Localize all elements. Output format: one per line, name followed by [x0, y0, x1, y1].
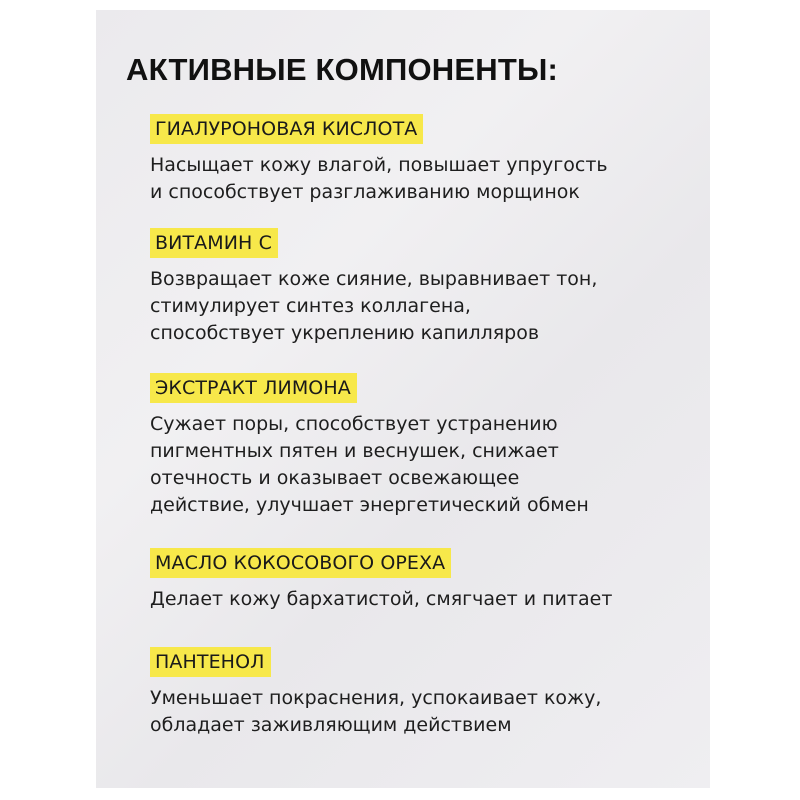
component-description: Уменьшает покраснения, успокаивает кожу, обладает заживляющим действием — [150, 687, 602, 736]
ingredients-card — [96, 10, 710, 788]
page-title: АКТИВНЫЕ КОМПОНЕНТЫ: — [126, 52, 559, 87]
component-name: МАСЛО КОКОСОВОГО ОРЕХА — [150, 548, 451, 578]
component-hyaluronic-acid — [150, 114, 690, 206]
component-description: Возвращает коже сияние, выравнивает тон, стимулирует синтез коллагена, способствует укреплению капилляров — [150, 268, 598, 344]
component-name: ЭКСТРАКТ ЛИМОНА — [150, 373, 357, 403]
component-description: Делает кожу бархатистой, смягчает и питает — [150, 588, 613, 610]
component-lemon-extract — [150, 373, 690, 519]
component-name: ГИАЛУРОНОВАЯ КИСЛОТА — [150, 114, 423, 144]
component-name: ПАНТЕНОЛ — [150, 647, 271, 677]
component-coconut-oil — [150, 548, 690, 613]
component-vitamin-c — [150, 228, 690, 347]
component-panthenol — [150, 647, 690, 739]
component-description: Насыщает кожу влагой, повышает упругость и способствует разглаживанию морщинок — [150, 154, 608, 203]
component-description: Сужает поры, способствует устранению пигментных пятен и веснушек, снижает отечность и оказывает освежающее действие, улучшает энергетический обмен — [150, 413, 589, 516]
component-name: ВИТАМИН С — [150, 228, 278, 258]
